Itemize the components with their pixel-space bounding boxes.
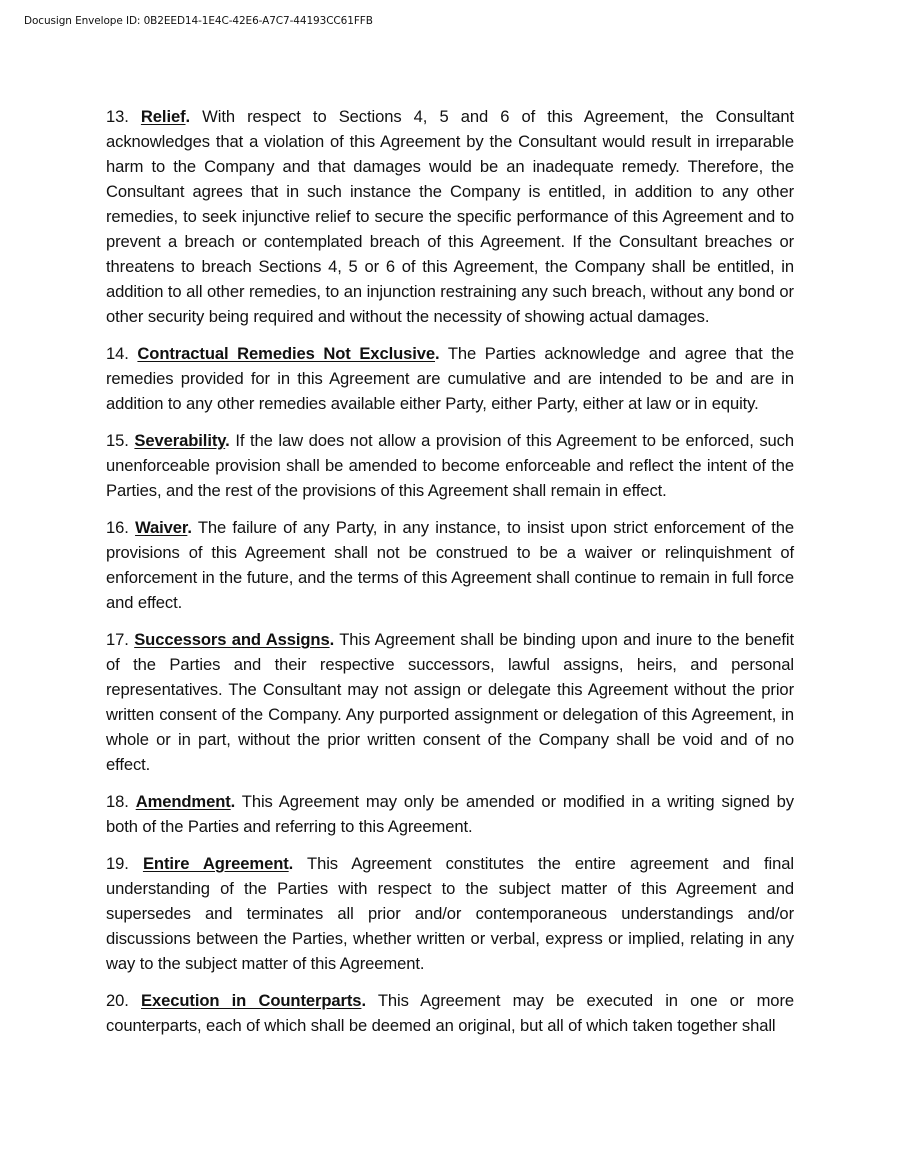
clause-number: 13. bbox=[106, 107, 129, 126]
clause-number: 16. bbox=[106, 518, 129, 537]
clause-19-entire-agreement: 19. Entire Agreement. This Agreement constitutes the entire agreement and final understanding of the Parties with respect to the subject matter of this Agreement and supersedes and terminates all prior and/or contemporaneous understandings and/or discussions between the Parties, whether written or verbal, express or implied, relating in any way to the subject matter of this Agreement. bbox=[106, 854, 794, 973]
clause-17-successors-assigns: 17. Successors and Assigns. This Agreement shall be binding upon and inure to the benefit of the Parties and their respective successors, lawful assigns, heirs, and personal representatives. The Consultant may not assign or delegate this Agreement without the prior written consent of the Company. Any purported assignment or delegation of this Agreement, in whole or in part, without the prior written consent of the Company shall be void and of no effect. bbox=[106, 630, 795, 774]
clause-text: This Agreement constitutes the entire agreement and final understanding of the Parties with respect to the subject matter of this Agreement and supersedes and terminates all prior and/or contemporaneous understandings and/or discussions between the Parties, whether written or verbal, express or implied, relating in any way to the subject matter of this Agreement. bbox=[106, 854, 794, 973]
clause-number: 18. bbox=[106, 792, 129, 811]
clause-text: This Agreement shall be binding upon and inure to the benefit of the Parties and their respective successors, lawful assigns, heirs, and personal representatives. The Consultant may not assign or delegate this Agreement without the prior written consent of the Company. Any purported assignment or delegation of this Agreement, in whole or in part, without the prior written consent of the Company shall be void and of no effect. bbox=[106, 630, 795, 774]
clause-heading: Relief bbox=[140, 107, 186, 126]
clause-text: This Agreement may only be amended or modified in a writing signed by both of the Parties and referring to this Agreement. bbox=[106, 792, 794, 836]
clause-15-severability: 15. Severability. If the law does not allow a provision of this Agreement to be enforced, such unenforceable provision shall be amended to become enforceable and reflect the intent of the Parties, and the rest of the provisions of this Agreement shall remain in effect. bbox=[106, 431, 795, 500]
clause-text: This Agreement may be executed in one or more counterparts, each of which shall be deemed an original, but all of which taken together shall bbox=[106, 991, 794, 1035]
document-body bbox=[106, 104, 794, 1050]
clause-text: If the law does not allow a provision of this Agreement to be enforced, such unenforceable provision shall be amended to become enforceable and reflect the intent of the Parties, and the rest of the provisions of this Agreement shall remain in effect. bbox=[106, 431, 795, 500]
clause-16-waiver: 16. Waiver. The failure of any Party, in any instance, to insist upon strict enforcement of the provisions of this Agreement shall not be construed to be a waiver or relinquishment of enforcement in the future, and the terms of this Agreement shall continue to remain in full force and effect. bbox=[106, 518, 794, 612]
clause-20-execution-counterparts: 20. Execution in Counterparts. This Agreement may be executed in one or more counterparts, each of which shall be deemed an original, but all of which taken together shall bbox=[106, 991, 794, 1035]
clause-heading: Successors and Assigns bbox=[134, 630, 330, 649]
clause-heading: Severability bbox=[134, 431, 226, 450]
clause-number: 20. bbox=[106, 991, 129, 1010]
clause-text: The failure of any Party, in any instance, to insist upon strict enforcement of the provisions of this Agreement shall not be construed to be a waiver or relinquishment of enforcement in the future, and the terms of this Agreement shall continue to remain in full force and effect. bbox=[106, 518, 794, 612]
clause-heading: Contractual Remedies Not Exclusive bbox=[137, 344, 436, 363]
clause-heading: Execution in Counterparts bbox=[141, 991, 362, 1010]
clause-heading: Waiver bbox=[135, 518, 188, 537]
clause-number: 15. bbox=[106, 431, 129, 450]
clause-18-amendment: 18. Amendment. This Agreement may only be amended or modified in a writing signed by both of the Parties and referring to this Agreement. bbox=[106, 792, 794, 836]
clause-14-contractual-remedies: 14. Contractual Remedies Not Exclusive. The Parties acknowledge and agree that the remedies provided for in this Agreement are cumulative and are intended to be and are in addition to any other remedies available either Party, either Party, either at law or in equity. bbox=[106, 344, 794, 413]
clause-text: The Parties acknowledge and agree that the remedies provided for in this Agreement are cumulative and are intended to be and are in addition to any other remedies available either Party, either Party, either at law or in equity. bbox=[106, 344, 794, 413]
clause-13-relief: 13. Relief. With respect to Sections 4, 5 and 6 of this Agreement, the Consultant acknowledges that a violation of this Agreement by the Consultant would result in irreparable harm to the Company and that damages would be an inadequate remedy. Therefore, the Consultant agrees that in such instance the Company is entitled, in addition to any other remedies, to seek injunctive relief to secure the specific performance of this Agreement and to prevent a breach or contemplated breach of this Agreement. If the Consultant breaches or threatens to breach Sections 4, 5 or 6 of this Agreement, the Company shall be entitled, in addition to all other remedies, to an injunction restraining any such breach, without any bond or other security being required and without the necessity of showing actual damages. bbox=[106, 107, 795, 326]
clause-heading: Amendment bbox=[135, 792, 231, 811]
clause-number: 14. bbox=[106, 344, 129, 363]
docusign-envelope-id: Docusign Envelope ID: 0B2EED14-1E4C-42E6-A7C7-44193CC61FFB bbox=[24, 15, 373, 27]
clause-text: With respect to Sections 4, 5 and 6 of this Agreement, the Consultant acknowledges that a violation of this Agreement by the Consultant would result in irreparable harm to the Company and that damages would be an inadequate remedy. Therefore, the Consultant agrees that in such instance the Company is entitled, in addition to any other remedies, to seek injunctive relief to secure the specific performance of this Agreement and to prevent a breach or contemplated breach of this Agreement. If the Consultant breaches or threatens to breach Sections 4, 5 or 6 of this Agreement, the Company shall be entitled, in addition to all other remedies, to an injunction restraining any such breach, without any bond or other security being required and without the necessity of showing actual damages. bbox=[106, 107, 795, 326]
clause-heading: Entire Agreement bbox=[142, 854, 289, 873]
clause-number: 19. bbox=[106, 854, 129, 873]
clause-number: 17. bbox=[106, 630, 129, 649]
